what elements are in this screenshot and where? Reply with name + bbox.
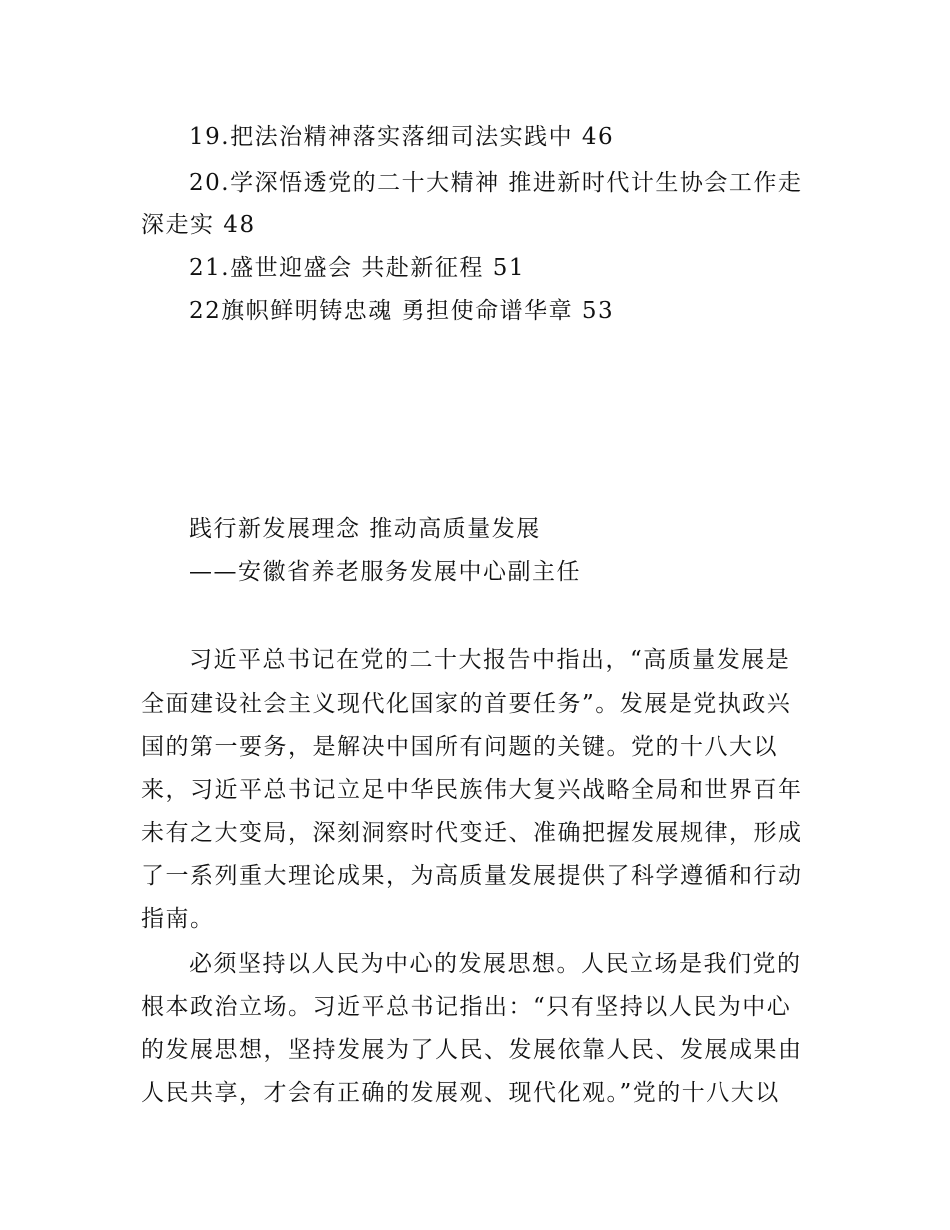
paragraph-line: 根本政治立场。习近平总书记指出：“只有坚持以人民为中心 <box>141 994 792 1020</box>
toc-entry-19: 19.把法治精神落实落细司法实践中 46 <box>189 124 615 150</box>
paragraph-line: 指南。 <box>141 906 215 932</box>
toc-entry-22: 22旗帜鲜明铸忠魂 勇担使命谱华章 53 <box>189 298 615 324</box>
paragraph-line: 必须坚持以人民为中心的发展思想。人民立场是我们党的 <box>189 951 802 977</box>
article-title: 践行新发展理念 推动高质量发展 <box>189 516 541 542</box>
paragraph-line: 了一系列重大理论成果，为高质量发展提供了科学遵循和行动 <box>141 863 803 889</box>
paragraph-line: 国的第一要务，是解决中国所有问题的关键。党的十八大以 <box>141 734 778 760</box>
toc-entry-20-continuation: 深走实 48 <box>141 212 256 238</box>
toc-entry-21: 21.盛世迎盛会 共赴新征程 51 <box>189 255 525 281</box>
paragraph-line: 的发展思想，坚持发展为了人民、发展依靠人民、发展成果由 <box>141 1037 803 1063</box>
paragraph-line: 全面建设社会主义现代化国家的首要任务”。发展是党执政兴 <box>141 691 792 717</box>
paragraph-line: 来，习近平总书记立足中华民族伟大复兴战略全局和世界百年 <box>141 777 803 803</box>
toc-entry-20: 20.学深悟透党的二十大精神 推进新时代计生协会工作走 <box>189 170 803 196</box>
paragraph-line: 未有之大变局，深刻洞察时代变迁、准确把握发展规律，形成 <box>141 820 803 846</box>
article-subtitle: ——安徽省养老服务发展中心副主任 <box>189 559 581 585</box>
paragraph-line: 习近平总书记在党的二十大报告中指出，“高质量发展是 <box>189 647 791 673</box>
paragraph-line: 人民共享，才会有正确的发展观、现代化观。”党的十八大以 <box>141 1080 780 1106</box>
